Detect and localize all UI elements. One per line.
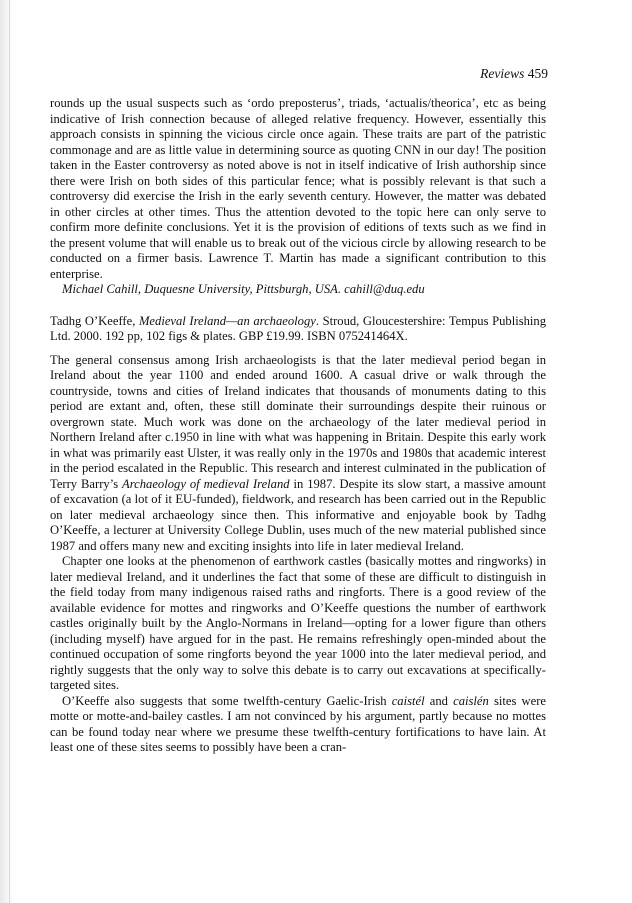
p3-text-b: sites were motte or motte-and-bailey castles. I am not convinced by his argument, partly because no mottes can be found today near where we presume these twelfth-century fortifications to have lain. At least one of these sites seems to possibly have been a cran- [50,693,547,754]
review1-signature [50,282,546,298]
p3-text-a: O’Keeffe also suggests that some twelfth-century Gaelic-Irish [62,693,392,708]
review2-paragraph-3 [50,694,546,756]
review2-citation [50,314,546,345]
signature-text: Michael Cahill, Duquesne University, Pittsburgh, USA. cahill@duq.edu [62,282,425,296]
p1-book-title: Archaeology of medieval Ireland [122,476,290,491]
running-header [480,66,548,82]
body-text [50,96,546,756]
review1-paragraph: rounds up the usual suspects such as ‘ordo preposterus’, triads, ‘actualis/theorica’, etc as being indicative of Irish connection because of alleged relative frequency. However, essentially this approach consists in spinning the vicious circle once again. These traits are part of the patristic commonage and are as little value in determining source as quoting CNN in our day! The position taken in the Easter controversy as noted above is not in itself indicative of Irish authorship since there were Irish on both sides of this particular fence; what is possibly relevant is that such a controversy did exercise the Irish in the early seventh century. However, the matter was debated in other circles at other times. Thus the attention devoted to the topic here can only serve to confirm more definite conclusions. Yet it is the provision of editions of texts such as we find in the present volume that will enable us to break out of the vicious circle by allowing research to be conducted on a firmer basis. Lawrence T. Martin has made a significant contribution to this enterprise. [50,96,546,281]
p1-text-b: in 1987. Despite its slow start, a massive amount of excavation (a lot of it EU-funded), fieldwork, and research has been carried out in the Republic on later medieval archaeology since then. This informative and enjoyable book by Tadhg O’Keeffe, a lecturer at University College Dublin, uses much of the new material published since 1987 and offers many new and exciting insights into life in later medieval Ireland. [50,476,546,553]
citation-details: . Stroud, Gloucestershire: Tempus Publishing Ltd. 2000. 192 pp, 102 figs & plates. GBP £19.99. ISBN 075241464X. [50,313,546,343]
p1-text-a: The general consensus among Irish archaeologists is that the later medieval period began in Ireland about the year 1100 and ended around 1600. A casual drive or walk through the countryside, towns and cities of Ireland indicates that thousands of monuments dating to this period are extant and, often, these still dominate their surroundings despite their ruinous or overgrown state. Much work was done on the archaeology of the later medieval period in Northern Ireland after c.1950 in line with what was happening in Britain. Despite this early work in what was primarily east Ulster, it was really only in the 1970s and 1980s that academic interest in the period escalated in the Republic. This research and interest culminated in the publication of Terry Barry’s [50,352,546,491]
review2-paragraph-2: Chapter one looks at the phenomenon of earthwork castles (basically mottes and ringworks) in later medieval Ireland, and it underlines the fact that some of these are difficult to distinguish in the field today from many indigenous raised raths and ringforts. There is a good review of the available evidence for mottes and ringworks and O’Keeffe questions the number of earthwork castles originally built by the Anglo-Normans in Ireland—opting for a lower figure than others (including myself) have argued for in the past. He remains refreshingly open-minded about the continued occupation of some ringforts beyond the year 1000 into the later medieval period, and rightly suggests that the only way to solve this debate is to carry out excavations at specifically-targeted sites. [50,554,546,692]
review2-paragraph-1 [50,353,546,555]
citation-author: Tadhg O’Keeffe, [50,313,139,328]
citation-title: Medieval Ireland—an archaeology [138,313,316,328]
running-header-label: Reviews [480,66,525,81]
binding-line [9,0,10,903]
page-number: 459 [527,66,548,81]
binding-gutter [0,0,14,903]
p3-term-caislen: caislén [453,693,489,708]
p3-and: and [424,693,454,708]
p3-term-caistel: caistél [391,693,425,708]
